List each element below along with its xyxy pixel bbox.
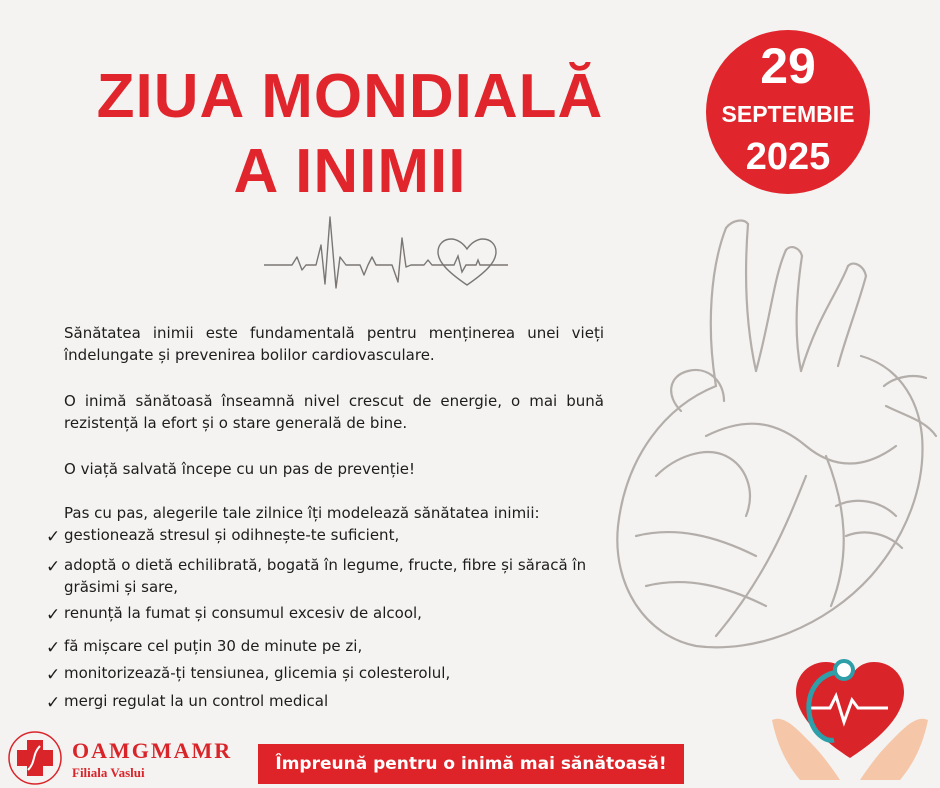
list-item-text: fă mișcare cel puțin 30 de minute pe zi,: [64, 637, 363, 655]
page-title-line-2: A INIMII: [233, 137, 467, 206]
list-item: [46, 554, 606, 598]
list-item: [46, 635, 606, 657]
list-item: [46, 690, 606, 712]
checklist-intro: Pas cu pas, alegerile tale zilnice îți modelează sănătatea inimii:: [64, 504, 540, 522]
list-item-text: gestionează stresul și odihnește-te suficient,: [64, 526, 400, 544]
benefits-paragraph: O inimă sănătoasă înseamnă nivel crescut de energie, o mai bună rezistență la efort și o stare generală de bine.: [64, 392, 604, 432]
checkmark-icon: ✓: [46, 605, 61, 625]
list-item: [46, 602, 606, 624]
checkmark-icon: ✓: [46, 527, 61, 547]
list-item: [46, 524, 606, 546]
ekg-heart-line-icon: [264, 212, 508, 292]
checkmark-icon: ✓: [46, 638, 61, 658]
list-item: [46, 662, 606, 684]
date-day: 29: [760, 38, 816, 94]
list-item-text: mergi regulat la un control medical: [64, 692, 329, 710]
prevention-paragraph: O viață salvată începe cu un pas de prevenție!: [64, 460, 416, 478]
medical-cross-logo-icon: [6, 730, 64, 786]
page-title-line-1: ZIUA MONDIALĂ: [96, 62, 604, 131]
list-item-text: renunță la fumat și consumul excesiv de alcool,: [64, 604, 422, 622]
logo-name: OAMGMAMR: [72, 738, 233, 763]
slogan-banner: Împreună pentru o inimă mai sănătoasă!: [258, 744, 684, 784]
date-month: SEPTEMBIE: [721, 101, 855, 127]
list-item-text: monitorizează-ți tensiunea, glicemia și colesterolul,: [64, 664, 451, 682]
list-item-text: adoptă o dietă echilibrată, bogată în legume, fructe, fibre și săracă în grăsimi și sare,: [64, 556, 587, 596]
anatomical-heart-illustration: [596, 206, 940, 656]
date-year: 2025: [745, 136, 831, 178]
heart-stethoscope-hands-icon: [770, 650, 930, 780]
date-badge: [706, 30, 870, 194]
checkmark-icon: ✓: [46, 693, 61, 713]
intro-paragraph: Sănătatea inimii este fundamentală pentru menținerea unei vieți îndelungate și prevenirea bolilor cardiovasculare.: [64, 324, 604, 364]
checkmark-icon: ✓: [46, 665, 61, 685]
checkmark-icon: ✓: [46, 557, 61, 577]
logo-branch: Filiala Vaslui: [72, 765, 145, 780]
